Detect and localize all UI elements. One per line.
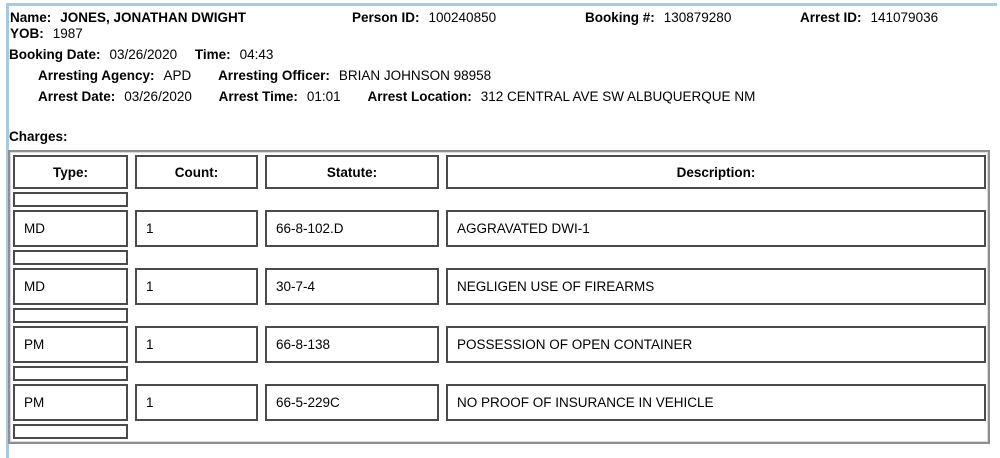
yob-value: 1987 (52, 26, 83, 41)
charge-statute-cell: 66-8-138 (265, 326, 439, 363)
charge-row (13, 268, 988, 305)
charge-row (13, 210, 988, 247)
spacer-cell (13, 366, 128, 381)
booking-number-label: Booking #: (585, 10, 655, 25)
arrest-id-label: Arrest ID: (800, 10, 862, 25)
charges-rows (13, 192, 988, 439)
person-id-label: Person ID: (352, 10, 420, 25)
charges-section-label: Charges: (9, 129, 68, 144)
yob-line (10, 26, 1000, 42)
charge-statute-cell: 66-8-102.D (265, 210, 439, 247)
charge-count-cell: 1 (135, 384, 258, 421)
charge-count-cell: 1 (135, 268, 258, 305)
yob-label: YOB: (10, 26, 44, 41)
booking-time-value: 04:43 (239, 47, 274, 62)
charge-statute-cell: 30-7-4 (265, 268, 439, 305)
charge-description-cell: NEGLIGEN USE OF FIREARMS (446, 268, 986, 305)
description-column-header: Description: (446, 155, 986, 189)
arresting-agency-value: APD (163, 68, 192, 83)
charge-type-cell: PM (13, 326, 128, 363)
person-id-field (352, 10, 496, 26)
arrest-date-value: 03/26/2020 (124, 89, 192, 104)
arrest-id-field (800, 10, 938, 26)
name-field (10, 10, 246, 26)
charge-type-cell: MD (13, 268, 128, 305)
arrest-id-value: 141079036 (870, 10, 939, 25)
arrest-date-label: Arrest Date: (38, 89, 116, 104)
spacer-cell (13, 308, 128, 323)
booking-date-value: 03/26/2020 (109, 47, 178, 62)
charge-type-cell: MD (13, 210, 128, 247)
charge-description-cell: NO PROOF OF INSURANCE IN VEHICLE (446, 384, 986, 421)
booking-time-label: Time: (194, 47, 231, 62)
charges-table (8, 150, 990, 444)
charge-row (13, 384, 988, 421)
arrest-location-value: 312 CENTRAL AVE SW ALBUQUERQUE NM (480, 89, 756, 104)
charge-count-cell: 1 (135, 210, 258, 247)
arresting-agency-label: Arresting Agency: (38, 68, 155, 83)
name-value: JONES, JONATHAN DWIGHT (60, 10, 247, 25)
statute-column-header: Statute: (265, 155, 439, 189)
arrest-time-value: 01:01 (306, 89, 341, 104)
charges-header-row (13, 155, 988, 189)
charge-description-cell: POSSESSION OF OPEN CONTAINER (446, 326, 986, 363)
booking-number-field (585, 10, 731, 26)
record-content (9, 6, 1000, 444)
identity-line (9, 10, 1000, 26)
arrest-location-label: Arrest Location: (367, 89, 472, 104)
type-column-header: Type: (13, 155, 128, 189)
charge-type-cell: PM (13, 384, 128, 421)
arresting-agency-line (38, 68, 1000, 84)
charge-count-cell: 1 (135, 326, 258, 363)
booking-number-value: 130879280 (663, 10, 732, 25)
arresting-officer-label: Arresting Officer: (218, 68, 330, 83)
charge-description-cell: AGGRAVATED DWI-1 (446, 210, 986, 247)
spacer-cell (13, 250, 128, 265)
charge-row (13, 326, 988, 363)
charge-statute-cell: 66-5-229C (265, 384, 439, 421)
arrest-time-label: Arrest Time: (218, 89, 298, 104)
booking-date-label: Booking Date: (9, 47, 101, 62)
spacer-cell (13, 192, 128, 207)
arresting-officer-value: BRIAN JOHNSON 98958 (338, 68, 492, 83)
person-id-value: 100240850 (428, 10, 497, 25)
spacer-cell (13, 424, 128, 439)
booking-date-line (9, 47, 1000, 63)
count-column-header: Count: (135, 155, 258, 189)
name-label: Name: (10, 10, 52, 25)
arrest-date-line (38, 89, 1000, 105)
